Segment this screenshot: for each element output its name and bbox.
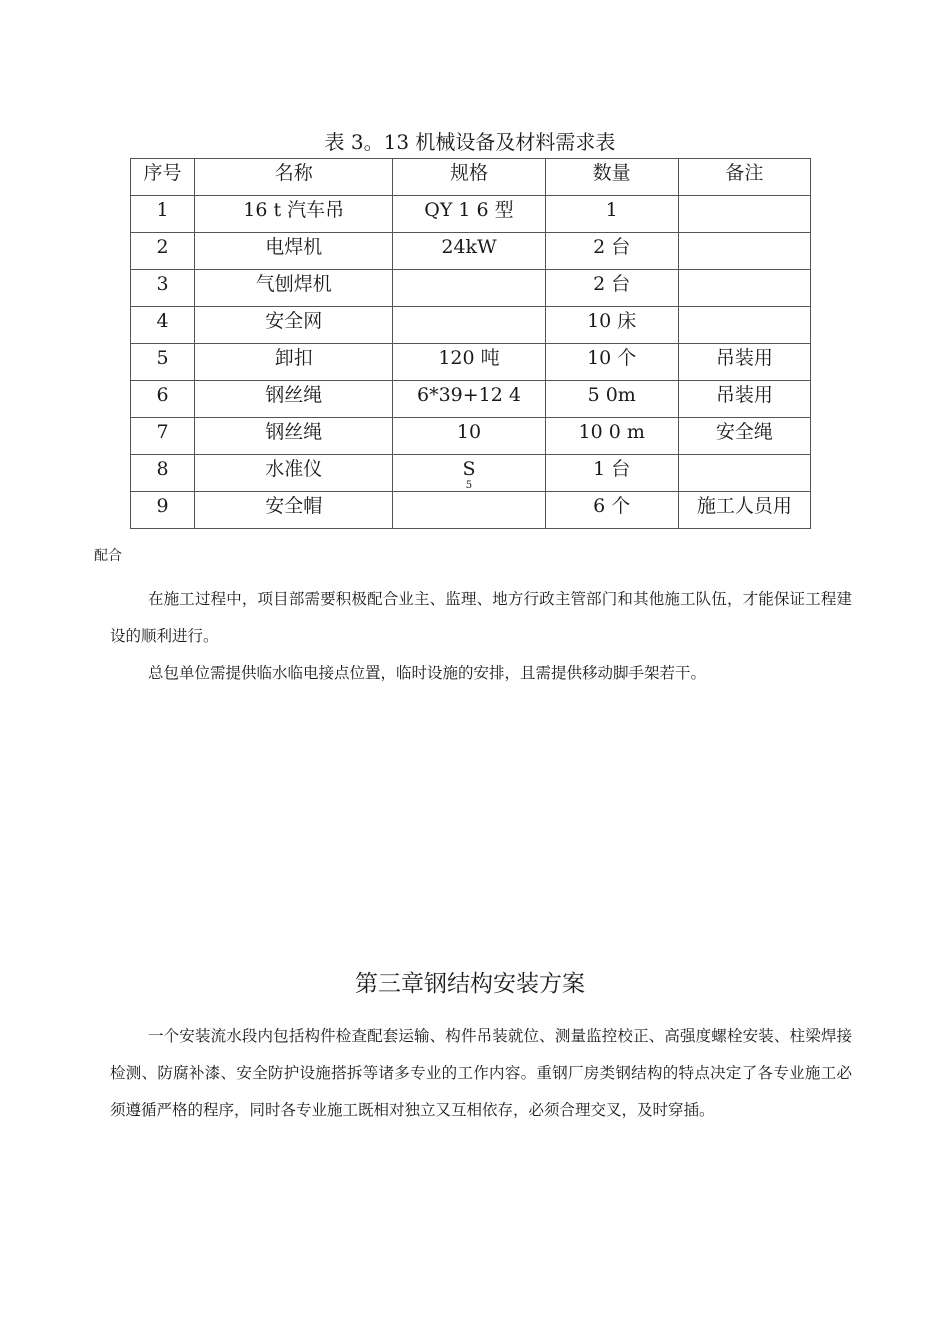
cell-index: [131, 196, 195, 233]
cell-remark: [678, 344, 810, 381]
cell-text: 安全网: [265, 310, 323, 332]
cell-text: 6 个: [593, 495, 631, 517]
cell-name: [195, 307, 393, 344]
chapter-title: 第三章钢结构安装方案: [355, 971, 585, 997]
cell-name: [195, 270, 393, 307]
cell-text: 10 床: [587, 310, 637, 332]
paragraph-installation: 一个安装流水段内包括构件检查配套运输、构件吊装就位、测量监控校正、高强度螺栓安装、柱梁焊接检测、防腐补漆、安全防护设施搭拆等诸多专业的工作内容。重钢厂房类钢结构的特点决定了各专业施工必须遵循严格的程序，同时各专业施工既相对独立又互相依存，必须合理交叉，及时穿插。: [110, 1027, 852, 1119]
cell-spec: [393, 233, 545, 270]
cell-quantity: [545, 196, 678, 233]
cell-text: 5 0m: [587, 384, 636, 406]
cell-remark: [678, 233, 810, 270]
cell-text: 卸扣: [274, 347, 313, 369]
cell-text: 10 0 m: [578, 421, 645, 443]
cell-name: [195, 492, 393, 529]
cell-name: [195, 233, 393, 270]
table-row: [131, 196, 811, 233]
cell-text: 1: [156, 199, 169, 221]
header-cell-index: 序号: [131, 159, 195, 196]
paragraph-cooperation: 在施工过程中，项目部需要积极配合业主、监理、地方行政主管部门和其他施工队伍，才能保证工程建设的顺利进行。: [110, 590, 852, 645]
cell-remark: [678, 196, 810, 233]
cell-spec: [393, 455, 545, 492]
table-row: [131, 455, 811, 492]
cell-text: 水准仪: [265, 458, 323, 480]
cell-text: 16 t 汽车吊: [243, 199, 345, 221]
table-row: [131, 381, 811, 418]
cell-text: S: [462, 458, 476, 480]
cell-text: 5: [156, 347, 169, 369]
table-header-row: [131, 159, 811, 196]
table-caption: 表 3。13 机械设备及材料需求表: [324, 130, 616, 154]
cell-text: 10 个: [587, 347, 637, 369]
cell-text: 1 台: [593, 458, 631, 480]
cell-index: [131, 270, 195, 307]
cell-quantity: [545, 455, 678, 492]
cell-text: 7: [156, 421, 169, 443]
cell-name: [195, 196, 393, 233]
cell-quantity: [545, 418, 678, 455]
cell-text: 2: [156, 236, 169, 258]
cell-spec: [393, 270, 545, 307]
cell-index: [131, 344, 195, 381]
cell-index: [131, 418, 195, 455]
cell-text: QY 1 6 型: [424, 199, 514, 221]
header-cell-name: 名称: [195, 159, 393, 196]
cell-quantity: [545, 381, 678, 418]
table-row: [131, 492, 811, 529]
cell-text: 吊装用: [715, 347, 773, 369]
cell-text: 钢丝绳: [265, 384, 323, 406]
header-cell-quantity: 数量: [545, 159, 678, 196]
cell-index: [131, 233, 195, 270]
cell-spec: [393, 344, 545, 381]
cell-text: 120 吨: [438, 347, 500, 369]
cell-text: 9: [156, 495, 169, 517]
cell-name: [195, 381, 393, 418]
cell-name: [195, 344, 393, 381]
cell-text: 10: [456, 421, 482, 443]
cell-remark: [678, 492, 810, 529]
header-cell-spec: 规格: [393, 159, 545, 196]
cell-text: 1: [605, 199, 618, 221]
cell-text: 气刨焊机: [255, 273, 332, 295]
cell-text: 8: [156, 458, 169, 480]
spec-subscript: 5: [465, 480, 473, 491]
cell-text: 施工人员用: [696, 495, 792, 517]
cell-text: 安全帽: [265, 495, 323, 517]
table-row: [131, 344, 811, 381]
cell-remark: [678, 418, 810, 455]
cell-spec: [393, 196, 545, 233]
cell-quantity: [545, 233, 678, 270]
cell-text: 6*39+12 4: [416, 384, 521, 406]
cell-quantity: [545, 307, 678, 344]
cell-spec: [393, 381, 545, 418]
cell-remark: [678, 307, 810, 344]
table-row: [131, 418, 811, 455]
paragraph-general-contractor: 总包单位需提供临水临电接点位置，临时设施的安排，且需提供移动脚手架若干。: [148, 664, 707, 682]
cell-index: [131, 492, 195, 529]
cell-text: 吊装用: [715, 384, 773, 406]
cell-name: [195, 455, 393, 492]
cell-text: 电焊机: [265, 236, 323, 258]
cell-remark: [678, 381, 810, 418]
cell-name: [195, 418, 393, 455]
cell-remark: [678, 455, 810, 492]
cell-text: 安全绳: [715, 421, 773, 443]
cell-index: [131, 455, 195, 492]
cell-spec: [393, 418, 545, 455]
table-row: [131, 233, 811, 270]
cell-index: [131, 307, 195, 344]
table-row: [131, 270, 811, 307]
cell-quantity: [545, 344, 678, 381]
cell-text: 6: [156, 384, 169, 406]
cell-spec: [393, 492, 545, 529]
cell-text: 3: [156, 273, 169, 295]
cell-spec: [393, 307, 545, 344]
section-label: 配合: [94, 548, 122, 564]
cell-text: 钢丝绳: [265, 421, 323, 443]
cell-text: 2 台: [593, 236, 631, 258]
cell-text: 4: [156, 310, 169, 332]
table-row: [131, 307, 811, 344]
equipment-table: [130, 158, 811, 529]
cell-index: [131, 381, 195, 418]
cell-quantity: [545, 270, 678, 307]
cell-quantity: [545, 492, 678, 529]
cell-remark: [678, 270, 810, 307]
cell-text: 24kW: [441, 236, 497, 258]
cell-text: 2 台: [593, 273, 631, 295]
header-cell-remark: 备注: [678, 159, 810, 196]
